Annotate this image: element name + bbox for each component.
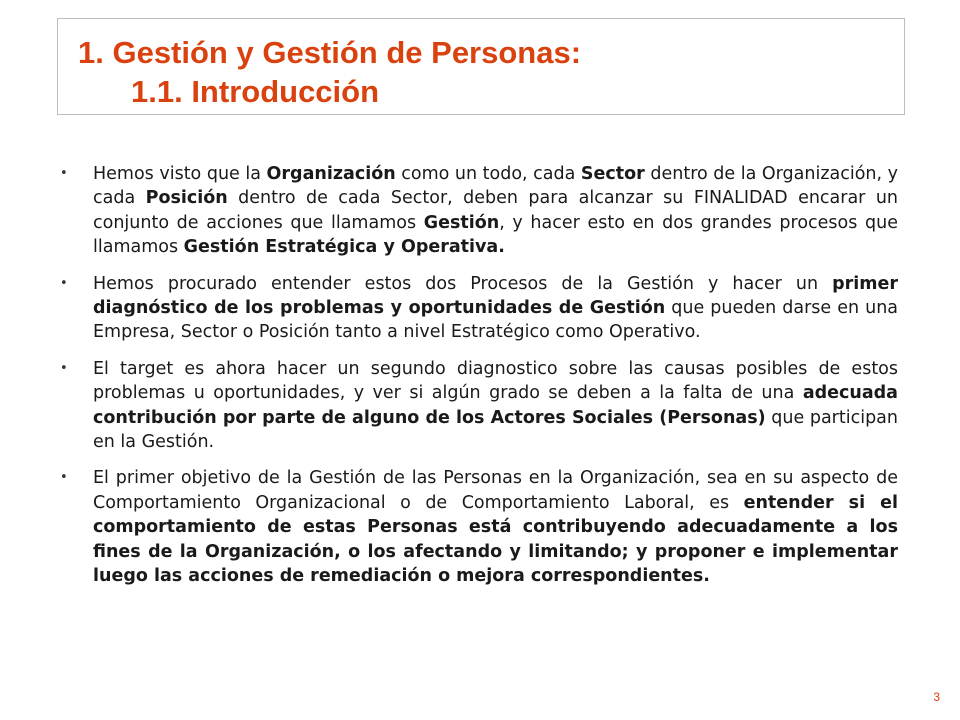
bullet-marker: • (60, 360, 68, 376)
text-segment: que participan en la Gestión. (93, 407, 898, 453)
text-segment: , y hacer esto en dos grandes procesos que llamamos (93, 212, 898, 258)
text-segment: El target es ahora hacer un segundo diagnostico sobre las causas posibles de estos problemas u oportunidades, y ver si algún grado se deben a la falta de una (93, 358, 898, 404)
bold-segment: Sector (580, 164, 645, 184)
bold-segment: entender si el comportamiento de estas Personas está contribuyendo adecuadamente a los fines de la Organización, o los afectando y limitando; y proponer e implementar luego las acciones de remediación o mejora correspondientes. (93, 492, 898, 587)
bullet-marker: • (60, 470, 68, 486)
slide-subtitle: 1.1. Introducción (131, 74, 380, 109)
text-segment: Hemos procurado entender estos dos Procesos de la Gestión y hacer un (93, 273, 833, 294)
bold-segment: Gestión (423, 212, 500, 233)
bold-segment: Posición (145, 188, 228, 209)
bullet-item-3 (60, 357, 898, 455)
bullet-marker: • (60, 166, 68, 181)
text-segment: Hemos visto que la (93, 164, 267, 184)
bold-segment: primer diagnóstico de los problemas y oportunidades de Gestión (93, 273, 898, 319)
text-segment: como un todo, cada (395, 164, 581, 184)
bullet-list (60, 162, 898, 601)
bold-segment: Gestión Estratégica y Operativa. (183, 237, 505, 258)
bullet-item-2 (60, 272, 898, 345)
text-segment: El primer objetivo de la Gestión de las Personas en la Organización, sea en su aspecto de Comportamiento Organizacional o de Comportamiento Laboral, es (93, 468, 898, 513)
bullet-item-1 (60, 162, 898, 260)
page-number: 3 (933, 690, 940, 704)
slide-title: 1. Gestión y Gestión de Personas: (78, 35, 582, 70)
bullet-item-4 (60, 466, 898, 588)
text-segment: que pueden darse en una Empresa, Sector o Posición tanto a nivel Estratégico como Operativo. (93, 298, 899, 343)
bold-segment: adecuada contribución por parte de alguno de los Actores Sociales (Personas) (93, 383, 898, 428)
bold-segment: Organización (266, 164, 396, 184)
bullet-marker: • (60, 275, 68, 291)
text-segment: dentro de la Organización, y cada (93, 164, 898, 209)
text-segment: dentro de cada Sector, deben para alcanzar su FINALIDAD encarar un conjunto de acciones que llamamos (93, 188, 898, 233)
title-box (57, 18, 905, 115)
